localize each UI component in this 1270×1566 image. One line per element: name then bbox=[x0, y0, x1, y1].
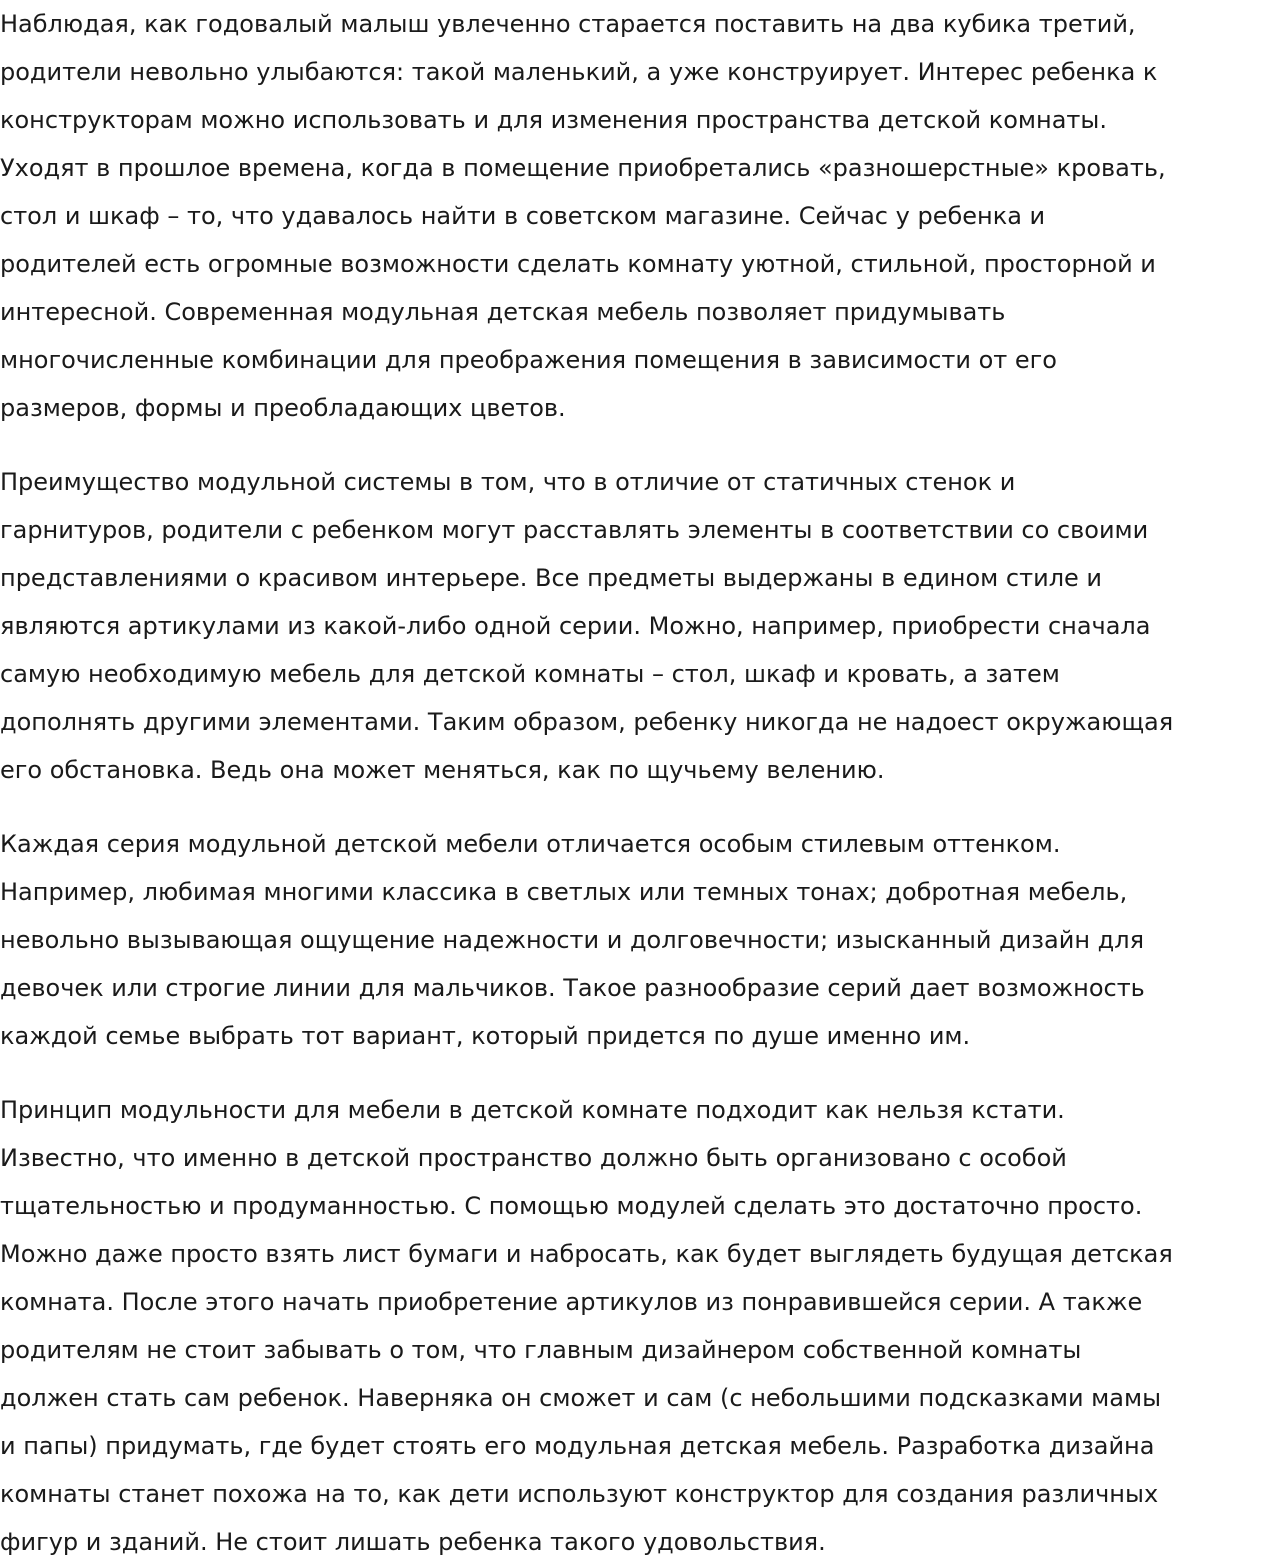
paragraph-intro: Наблюдая, как годовалый малыш увлеченно старается поставить на два кубика третий, родители невольно улыбаются: такой маленький, а уже конструирует. Интерес ребенка к конструкторам можно использовать и для изменения пространства детской комнаты. Уходят в прошлое времена, когда в помещение приобретались «разношерстные» кровать, стол и шкаф – то, что удавалось найти в советском магазине. Сейчас у ребенка и родителей есть огромные возможности сделать комнату уютной, стильной, просторной и интересной. Современная модульная детская мебель позволяет придумывать многочисленные комбинации для преображения помещения в зависимости от его размеров, формы и преобладающих цветов. bbox=[0, 10, 1166, 422]
paragraph-modular-advantages: Преимущество модульной системы в том, что в отличие от статичных стенок и гарнитуров, родители с ребенком могут расставлять элементы в соответствии со своими представлениями о красивом интерьере. Все предметы выдержаны в едином стиле и являются артикулами из какой-либо одной серии. Можно, например, приобрести сначала самую необходимую мебель для детской комнаты – стол, шкаф и кровать, а затем дополнять другими элементами. Таким образом, ребенку никогда не надоест окружающая его обстановка. Ведь она может меняться, как по щучьему велению. bbox=[0, 468, 1174, 784]
paragraph-series-styles: Каждая серия модульной детской мебели отличается особым стилевым оттенком. Например, любимая многими классика в светлых или темных тонах; добротная мебель, невольно вызывающая ощущение надежности и долговечности; изысканный дизайн для девочек или строгие линии для мальчиков. Такое разнообразие серий дает возможность каждой семье выбрать тот вариант, который придется по душе именно им. bbox=[0, 830, 1145, 1050]
paragraph-modularity-principle: Принцип модульности для мебели в детской комнате подходит как нельзя кстати. Известно, что именно в детской пространство должно быть организовано с особой тщательностью и продуманностью. С помощью модулей сделать это достаточно просто. Можно даже просто взять лист бумаги и набросать, как будет выглядеть будущая детская комната. После этого начать приобретение артикулов из понравившейся серии. А также родителям не стоит забывать о том, что главным дизайнером собственной комнаты должен стать сам ребенок. Наверняка он сможет и сам (с небольшими подсказками мамы и папы) придумать, где будет стоять его модульная детская мебель. Разработка дизайна комнаты станет похожа на то, как дети используют конструктор для создания различных фигур и зданий. Не стоит лишать ребенка такого удовольствия. bbox=[0, 1096, 1173, 1556]
